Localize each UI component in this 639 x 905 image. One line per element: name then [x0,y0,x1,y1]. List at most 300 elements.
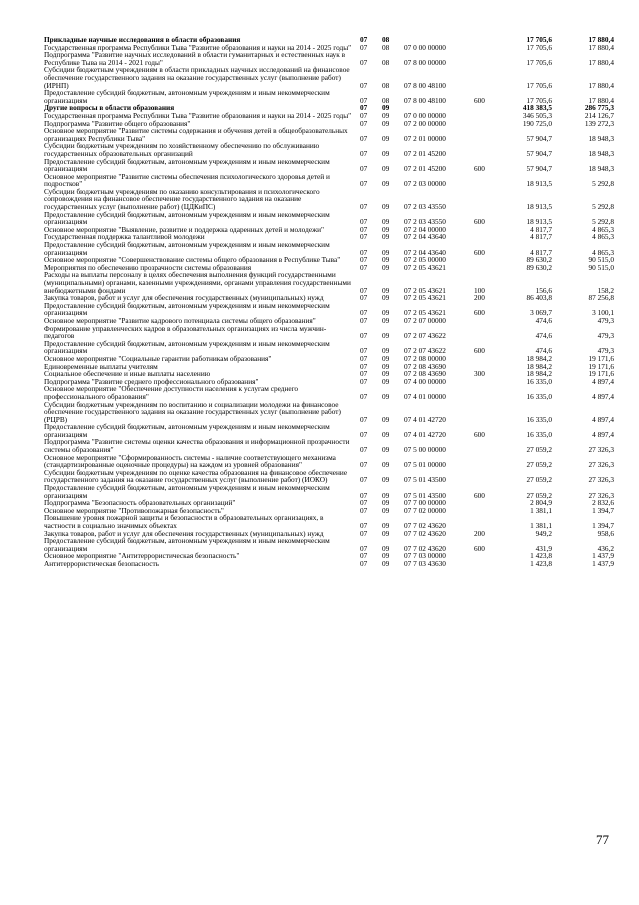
row-expense-type-code: 300 [474,369,485,379]
row-subsection-code: 09 [382,202,390,212]
row-expense-type-code [474,385,498,400]
row-amount-year-1: 18 913,5 [526,217,552,227]
table-row [44,325,614,340]
row-amount-year-2: 4 865,3 [592,247,614,257]
row-amount-year-2: 27 326,3 [588,475,614,485]
row-target-article-code: 07 2 04 00000 [404,224,446,234]
row-target-article-code: 07 2 04 43640 [404,232,446,242]
table-row [44,423,614,438]
row-subsection-code: 09 [382,308,390,318]
row-amount-year-1: 18 984,2 [526,361,552,371]
row-expense-type-code [474,317,498,325]
row-subsection-code: 09 [382,179,390,189]
row-amount-year-1: 949,2 [535,528,552,538]
row-expense-type-code: 600 [474,543,485,553]
row-amount-year-2: 27 326,3 [588,445,614,455]
row-amount-year-2: 17 880,4 [588,57,614,67]
row-section-code: 07 [360,475,368,485]
row-name: Подпрограмма "Развитие общего образования" [44,118,191,128]
row-target-article-code: 07 4 01 42720 [404,414,446,424]
row-amount-year-2: 4 897,4 [592,391,614,401]
row-subsection-code: 09 [382,331,390,341]
row-section-code: 07 [360,543,368,553]
row-section-code: 07 [360,505,368,515]
row-subsection-code: 09 [382,224,390,234]
row-amount-year-1: 27 059,2 [526,475,552,485]
row-section-code: 07 [360,498,368,508]
row-expense-type-code: 100 [474,285,485,295]
row-expense-type-code [474,188,498,211]
row-amount-year-2: 1 394,7 [592,505,614,515]
table-row [44,241,614,256]
row-expense-type-code [474,469,498,484]
row-expense-type-code: 200 [474,293,485,303]
row-subsection-code: 09 [382,217,390,227]
row-name: Расходы на выплаты персоналу в целях обеспечения выполнения функций государственными (муниципальными) органами, казенными учреждениями, органами управления государственными внебюджетными фондами [44,270,351,295]
row-target-article-code: 07 2 01 45200 [404,164,446,174]
row-amount-year-1: 27 059,2 [526,460,552,470]
row-target-article-code: 07 0 00 00000 [404,110,446,120]
row-amount-year-1: 1 381,1 [530,505,552,515]
row-target-article-code: 07 2 05 43621 [404,308,446,318]
row-name: Основное мероприятие "Обеспечение доступности населения к услугам среднего профессионального образования" [44,384,299,401]
row-subsection-code: 09 [382,369,390,379]
row-target-article-code: 07 2 03 43550 [404,217,446,227]
row-expense-type-code [474,514,498,529]
row-target-article-code: 07 7 03 00000 [404,551,446,561]
row-name: Единовременные выплаты учителям [44,361,158,371]
row-amount-year-1: 18 984,2 [526,353,552,363]
row-amount-year-2: 27 326,3 [588,490,614,500]
row-target-article-code: 07 2 05 43621 [404,285,446,295]
row-name: Основное мероприятие "Антитеррористическая безопасность" [44,551,240,561]
row-amount-year-1: 57 904,7 [526,133,552,143]
row-amount-year-1: 4 817,7 [530,232,552,242]
table-row [44,211,614,226]
row-name: Формирование управленческих кадров в образовательных организациях из числа мужчин-педагогов [44,323,327,341]
table-row [44,89,614,104]
row-amount-year-2: 286 775,3 [584,103,614,113]
row-amount-year-1: 2 804,9 [530,498,552,508]
row-expense-type-code: 600 [474,308,485,318]
row-subsection-code: 09 [382,391,390,401]
row-subsection-code: 09 [382,285,390,295]
row-amount-year-2: 90 515,0 [588,262,614,272]
row-subsection-code: 09 [382,490,390,500]
row-amount-year-1: 4 817,7 [530,224,552,234]
row-amount-year-2: 27 326,3 [588,460,614,470]
row-target-article-code: 07 5 01 43500 [404,475,446,485]
row-expense-type-code [474,51,498,66]
row-target-article-code: 07 2 07 00000 [404,315,446,325]
row-target-article-code: 07 5 00 00000 [404,445,446,455]
table-row [44,454,614,469]
row-target-article-code: 07 7 00 00000 [404,498,446,508]
row-subsection-code: 09 [382,429,390,439]
row-target-article-code: 07 7 02 43620 [404,543,446,553]
row-target-article-code: 07 4 01 00000 [404,391,446,401]
row-amount-year-2: 1 437,9 [592,551,614,561]
row-amount-year-2: 4 865,3 [592,232,614,242]
table-row [44,340,614,355]
row-subsection-code: 09 [382,315,390,325]
row-target-article-code: 07 2 01 00000 [404,133,446,143]
row-subsection-code: 08 [382,42,390,52]
row-subsection-code: 09 [382,475,390,485]
row-section-code: 07 [360,35,368,44]
row-target-article-code: 07 2 08 43690 [404,369,446,379]
row-section-code: 07 [360,103,368,113]
row-amount-year-2: 17 880,4 [588,35,614,44]
row-amount-year-1: 17 705,6 [526,42,552,52]
row-amount-year-2: 5 292,8 [592,179,614,189]
row-target-article-code: 07 4 00 00000 [404,376,446,386]
row-expense-type-code [474,378,498,386]
row-subsection-code: 09 [382,543,390,553]
row-name: Предоставление субсидий бюджетным, автономным учреждениям и иным некоммерческим организациям [44,300,330,318]
row-expense-type-code [474,264,498,272]
row-amount-year-1: 86 403,8 [526,293,552,303]
row-subsection-code: 09 [382,521,390,530]
table-row [44,385,614,400]
row-amount-year-1: 418 383,5 [522,103,552,113]
row-subsection-code: 09 [382,118,390,128]
row-amount-year-2: 18 948,3 [588,133,614,143]
row-name: Государственная программа Республики Тыва "Развитие образования и науки на 2014 - 2025 годы" [44,42,352,52]
row-amount-year-2: 19 171,6 [588,369,614,379]
row-amount-year-1: 4 817,7 [530,247,552,257]
row-section-code: 07 [360,285,368,295]
row-name: Субсидии бюджетным учреждениям по оказанию консультирования и психологического сопровождения на финансовое обеспечение государственного задания на оказание государственных услуг (выполнение работ) (ЦДКиПС) [44,186,320,212]
table-row [44,560,614,568]
row-name: Субсидии бюджетным учреждениям по воспитанию и социализации молодежи на финансовое обеспечение государственного задания на оказание государственных услуг (выполнение работ) (РЦРВ) [44,399,341,424]
row-amount-year-2: 139 272,3 [584,118,614,128]
row-section-code: 07 [360,217,368,227]
row-section-code: 07 [360,164,368,174]
row-subsection-code: 09 [382,110,390,120]
row-expense-type-code [474,66,498,89]
row-amount-year-2: 19 171,6 [588,361,614,371]
row-subsection-code: 09 [382,262,390,272]
row-expense-type-code [474,36,498,44]
row-target-article-code: 07 2 08 43690 [404,361,446,371]
row-expense-type-code [474,173,498,188]
row-expense-type-code: 600 [474,217,485,227]
row-subsection-code: 09 [382,376,390,386]
row-expense-type-code [474,233,498,241]
row-subsection-code: 09 [382,133,390,143]
row-section-code: 07 [360,429,368,439]
row-amount-year-1: 1 423,8 [530,551,552,561]
row-amount-year-2: 5 292,8 [592,217,614,227]
row-section-code: 07 [360,293,368,303]
table-row [44,66,614,89]
row-target-article-code: 07 2 05 43621 [404,262,446,272]
row-expense-type-code [474,499,498,507]
row-expense-type-code [474,454,498,469]
row-target-article-code: 07 7 02 43620 [404,521,446,530]
row-amount-year-2: 479,3 [597,331,614,341]
row-amount-year-1: 1 423,8 [530,558,552,568]
row-section-code: 07 [360,315,368,325]
row-expense-type-code [474,104,498,112]
row-subsection-code: 09 [382,293,390,303]
row-subsection-code: 08 [382,57,390,67]
row-name: Предоставление субсидий бюджетным, автономным учреждениям и иным некоммерческим организациям [44,338,330,356]
row-expense-type-code [474,355,498,363]
row-section-code: 07 [360,361,368,371]
row-name: Предоставление субсидий бюджетным, автономным учреждениям и иным некоммерческим организациям [44,88,330,105]
row-expense-type-code [474,325,498,340]
row-amount-year-1: 190 725,0 [522,118,552,128]
row-name: Основное мероприятие "Противопожарная безопасность" [44,505,224,515]
row-subsection-code: 09 [382,346,390,356]
row-expense-type-code [474,438,498,453]
table-row [44,142,614,157]
table-row [44,302,614,317]
row-subsection-code: 09 [382,558,390,568]
row-expense-type-code [474,552,498,560]
row-amount-year-1: 18 984,2 [526,369,552,379]
row-amount-year-1: 17 705,6 [526,57,552,67]
row-name: Закупка товаров, работ и услуг для обеспечения государственных (муниципальных) нужд [44,293,324,303]
row-section-code: 07 [360,202,368,212]
row-amount-year-1: 3 069,7 [530,308,552,318]
row-name: Основное мероприятие "Социальные гарантии работникам образования" [44,353,272,363]
row-amount-year-1: 57 904,7 [526,148,552,158]
row-name: Государственная программа Республики Тыва "Развитие образования и науки на 2014 - 2025 годы" [44,110,352,120]
row-target-article-code: 07 0 00 00000 [404,42,446,52]
row-amount-year-1: 16 335,0 [526,391,552,401]
row-target-article-code: 07 2 05 00000 [404,255,446,265]
row-target-article-code: 07 7 03 43630 [404,558,446,568]
table-row [44,271,614,294]
page-number: 77 [596,832,609,847]
row-name: Мероприятия по обеспечению прозрачности системы образования [44,262,252,272]
row-name: Антитеррористическая безопасность [44,558,160,568]
row-name: Основное мероприятие "Развитие кадрового потенциала системы общего образования" [44,315,316,325]
row-name: Субсидии бюджетным учреждениям по оценке качества образования на финансовое обеспечение государственного задания на оказание государственных услуг (выполнение работ) (ИОКО) [44,467,348,485]
row-amount-year-1: 17 705,6 [526,95,552,105]
table-row [44,158,614,173]
row-section-code: 07 [360,308,368,318]
row-amount-year-2: 19 171,6 [588,353,614,363]
row-amount-year-1: 16 335,0 [526,376,552,386]
row-expense-type-code [474,226,498,234]
table-row [44,484,614,499]
row-amount-year-2: 4 897,4 [592,414,614,424]
row-section-code: 07 [360,331,368,341]
row-subsection-code: 09 [382,103,390,113]
row-amount-year-1: 346 505,3 [522,110,552,120]
row-amount-year-2: 3 100,1 [592,308,614,318]
row-amount-year-2: 158,2 [597,285,614,295]
row-expense-type-code [474,560,498,568]
row-name: Предоставление субсидий бюджетным, автономным учреждениям и иным некоммерческим организациям [44,156,330,174]
row-amount-year-1: 1 381,1 [530,521,552,530]
row-expense-type-code: 200 [474,528,485,538]
row-amount-year-2: 1 437,9 [592,558,614,568]
row-section-code: 07 [360,224,368,234]
row-expense-type-code: 600 [474,164,485,174]
row-amount-year-2: 958,6 [597,528,614,538]
row-subsection-code: 09 [382,460,390,470]
row-subsection-code: 09 [382,505,390,515]
row-amount-year-2: 4 897,4 [592,429,614,439]
row-name: Основное мероприятие "Развитие системы обеспечения психологического здоровья детей и подростков" [44,171,330,189]
row-name: Субсидии бюджетным учреждениям по хозяйственному обеспечению по обслуживанию государственных образовательных организаций [44,141,320,158]
row-amount-year-2: 17 880,4 [588,42,614,52]
table-row [44,401,614,424]
row-amount-year-2: 5 292,8 [592,202,614,212]
row-section-code: 07 [360,133,368,143]
row-section-code: 07 [360,521,368,530]
row-amount-year-2: 479,3 [597,315,614,325]
row-amount-year-2: 17 880,4 [588,95,614,105]
row-target-article-code: 07 2 07 43622 [404,331,446,341]
row-subsection-code: 09 [382,528,390,538]
row-section-code: 07 [360,346,368,356]
row-section-code: 07 [360,353,368,363]
row-name: Основное мероприятие "Совершенствование системы общего образования в Республике Тыва" [44,255,341,265]
row-amount-year-1: 18 913,5 [526,179,552,189]
row-name: Предоставление субсидий бюджетным, автономным учреждениям и иным некоммерческим организациям [44,209,330,227]
row-amount-year-2: 17 880,4 [588,80,614,90]
row-subsection-code: 09 [382,498,390,508]
row-target-article-code: 07 8 00 48100 [404,95,446,105]
row-subsection-code: 09 [382,445,390,455]
row-amount-year-1: 89 630,2 [526,255,552,265]
row-amount-year-1: 156,6 [535,285,552,295]
row-expense-type-code [474,120,498,128]
row-name: Основное мероприятие "Выявление, развитие и поддержка одаренных детей и молодежи" [44,224,324,234]
table-row [44,51,614,66]
row-amount-year-1: 474,6 [535,315,552,325]
row-subsection-code: 08 [382,80,390,90]
row-expense-type-code [474,256,498,264]
row-amount-year-2: 4 897,4 [592,376,614,386]
row-name: Прикладные научные исследования в области образования [44,35,241,44]
row-section-code: 07 [360,376,368,386]
row-target-article-code: 07 8 00 00000 [404,57,446,67]
row-subsection-code: 09 [382,353,390,363]
row-target-article-code: 07 5 01 00000 [404,460,446,470]
row-amount-year-2: 1 394,7 [592,521,614,530]
row-amount-year-2: 2 832,6 [592,498,614,508]
row-target-article-code: 07 2 00 00000 [404,118,446,128]
table-row [44,438,614,453]
row-section-code: 07 [360,110,368,120]
row-section-code: 07 [360,391,368,401]
row-name: Повышение уровня пожарной защиты и безопасности в образовательных организациях, в частности в социально значимых объектах [44,513,324,530]
row-amount-year-2: 4 865,3 [592,224,614,234]
table-row [44,127,614,142]
row-amount-year-1: 16 335,0 [526,414,552,424]
row-subsection-code: 09 [382,255,390,265]
row-name: Основное мероприятие "Развитие системы содержания и обучения детей в общеобразовательных организациях Республики Тыва" [44,126,348,143]
table-row [44,188,614,211]
row-amount-year-1: 474,6 [535,346,552,356]
row-section-code: 07 [360,42,368,52]
row-name: Предоставление субсидий бюджетным, автономным учреждениям и иным некоммерческим организациям [44,240,330,257]
row-name: Подпрограмма "Развитие системы оценки качества образования и информационной прозрачности системы образования" [44,437,350,455]
row-section-code: 07 [360,179,368,189]
row-target-article-code: 07 7 02 00000 [404,505,446,515]
row-target-article-code: 07 8 00 48100 [404,80,446,90]
row-target-article-code: 07 2 03 00000 [404,179,446,189]
table-row [44,514,614,529]
row-name: Социальное обеспечение и иные выплаты населению [44,369,211,379]
row-target-article-code: 07 2 07 43622 [404,346,446,356]
row-name: Государственная поддержка талантливой молодежи [44,232,205,242]
row-section-code: 07 [360,558,368,568]
row-subsection-code: 09 [382,361,390,371]
row-amount-year-1: 27 059,2 [526,490,552,500]
row-amount-year-1: 89 630,2 [526,262,552,272]
table-row [44,173,614,188]
budget-table [44,36,614,568]
row-expense-type-code [474,401,498,424]
row-expense-type-code [474,142,498,157]
row-expense-type-code [474,507,498,515]
row-subsection-code: 09 [382,551,390,561]
row-section-code: 07 [360,490,368,500]
row-name: Подпрограмма "Безопасность образовательных организаций" [44,498,236,508]
row-name: Подпрограмма "Развитие среднего профессионального образования" [44,376,259,386]
row-amount-year-2: 214 126,7 [584,110,614,120]
row-amount-year-2: 436,2 [597,543,614,553]
row-amount-year-2: 18 948,3 [588,148,614,158]
row-section-code: 07 [360,255,368,265]
row-amount-year-2: 87 256,8 [588,293,614,303]
row-subsection-code: 09 [382,247,390,257]
row-amount-year-1: 16 335,0 [526,429,552,439]
row-expense-type-code [474,44,498,52]
table-body [44,36,614,568]
row-name: Закупка товаров, работ и услуг для обеспечения государственных (муниципальных) нужд [44,528,324,538]
table-row [44,469,614,484]
row-section-code: 07 [360,414,368,424]
row-expense-type-code: 600 [474,247,485,257]
row-expense-type-code: 600 [474,346,485,356]
row-subsection-code: 09 [382,164,390,174]
row-section-code: 07 [360,262,368,272]
row-name: Основное мероприятие "Сформированность системы - наличие соответствующего механизма (стандартизированные оценочные процедуры) на каждом из уровней образования" [44,452,336,470]
row-name: Предоставление субсидий бюджетным, автономным учреждениям и иным некоммерческим организациям [44,536,330,553]
row-section-code: 07 [360,95,368,105]
row-subsection-code: 09 [382,232,390,242]
table-row [44,537,614,552]
row-section-code: 07 [360,80,368,90]
row-expense-type-code: 600 [474,429,485,439]
row-name: Предоставление субсидий бюджетным, автономным учреждениям и иным некоммерческим организациям [44,422,330,439]
row-target-article-code: 07 2 04 43640 [404,247,446,257]
row-subsection-code: 09 [382,148,390,158]
row-section-code: 07 [360,369,368,379]
row-section-code: 07 [360,148,368,158]
row-expense-type-code: 600 [474,490,485,500]
row-amount-year-1: 27 059,2 [526,445,552,455]
row-section-code: 07 [360,445,368,455]
row-name: Предоставление субсидий бюджетным, автономным учреждениям и иным некоммерческим организациям [44,483,330,500]
row-amount-year-2: 90 515,0 [588,255,614,265]
row-section-code: 07 [360,528,368,538]
row-expense-type-code [474,112,498,120]
row-target-article-code: 07 5 01 43500 [404,490,446,500]
row-subsection-code: 09 [382,414,390,424]
row-subsection-code: 08 [382,95,390,105]
row-name: Субсидии бюджетным учреждениям в области прикладных научных исследований на финансовое обеспечение государственного задания на оказание государственных услуг (выполнение работ) (ИРНП) [44,65,350,90]
